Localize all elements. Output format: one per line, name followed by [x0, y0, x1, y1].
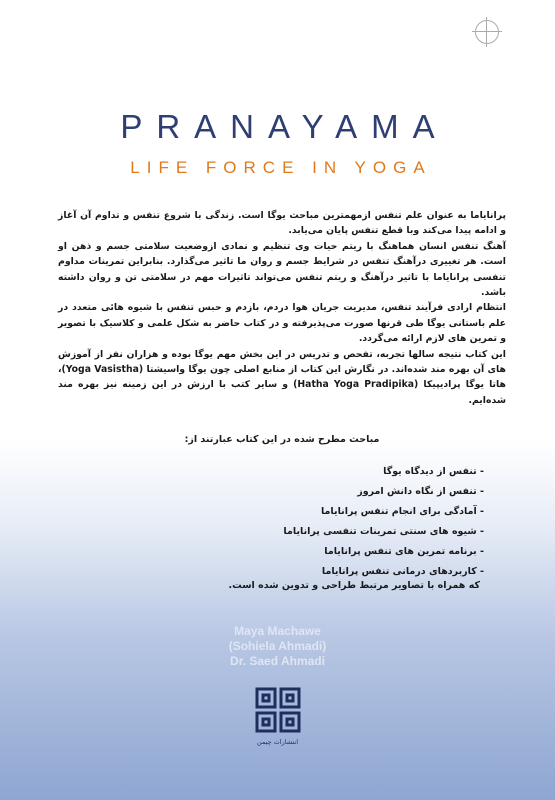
author-name: Maya Machawe — [234, 624, 321, 638]
list-item: - شیوه های سنتی تمرینات تنفسی پرانایاما — [58, 522, 506, 542]
intro-paragraph: انتظام ارادی فرآیند تنفس، مدیریت جریان هوا دردم، بازدم و حبس تنفس با شیوه هائی متعدد در علم باستانی یوگا طی قرنها صورت می‌پذیرفته و در کتاب حاضر به شکل علمی و کلاسیک با تصویر و تمرین های لازم ارائه می‌گردد. — [58, 302, 506, 345]
intro-paragraph: آهنگ تنفس انسان هماهنگ با ریتم حیات وی تنظیم و نمادی ازوضعیت سلامتی جسم و ذهن او است. هر تغییری درآهنگ تنفس در شرایط جسم و روان ما تاثیر می‌گذارد. بنابراین تمرینات مداوم تنفسی پرانایاما با تاثیر درآهنگ و ریتم تنفس می‌تواند تاثیرات مهم در سلامتی تن و روان داشته باشد. — [58, 240, 506, 299]
topics-list — [58, 462, 506, 582]
author-name: (Sohiela Ahmadi) — [228, 639, 327, 653]
publisher-logo-icon — [254, 686, 302, 734]
author-name: Dr. Saed Ahmadi — [230, 654, 325, 668]
book-subtitle: LIFE FORCE IN YOGA — [130, 158, 432, 177]
publisher-name: انتشارات چیمن — [256, 738, 299, 746]
intro-text — [58, 208, 506, 408]
list-item: - تنفس از دیدگاه یوگا — [58, 462, 506, 482]
list-item: - برنامه تمرین های تنفس پرانایاما — [58, 542, 506, 562]
intro-paragraph: پرانایاما به عنوان علم تنفس ازمهمترین مباحث یوگا است. زندگی با شروع تنفس و تداوم آن آغاز و ادامه پیدا می‌کند وبا قطع تنفس پایان می‌یابد. — [58, 210, 506, 237]
list-item: - آمادگی برای انجام تنفس پرانایاما — [58, 502, 506, 522]
topics-heading: مباحث مطرح شده در این کتاب عبارتند از: — [184, 434, 380, 445]
list-item: - کاربردهای درمانی تنفس پرانایاما — [58, 562, 506, 582]
intro-paragraph: این کتاب نتیجه سالها تجربه، تفحص و تدریس در این بخش مهم یوگا بوده و هزاران نفر از آموزش های آن بهره مند شده‌اند. در نگارش این کتاب از منابع اصلی چون یوگا واسیشتا (Yoga Vasistha)، هاتا یوگا پرادیپیکا (Hatha Yoga Pradipika) و سایر کتب با ارزش در این زمینه نیز بهره مند شده‌ایم. — [58, 348, 506, 406]
list-item: - تنفس از نگاه دانش امروز — [58, 482, 506, 502]
closing-text: که همراه با تصاویر مرتبط طراحی و تدوین شده است. — [228, 580, 480, 591]
book-title: PRANAYAMA — [120, 108, 449, 145]
registration-mark — [475, 20, 499, 44]
author-block — [0, 624, 555, 669]
